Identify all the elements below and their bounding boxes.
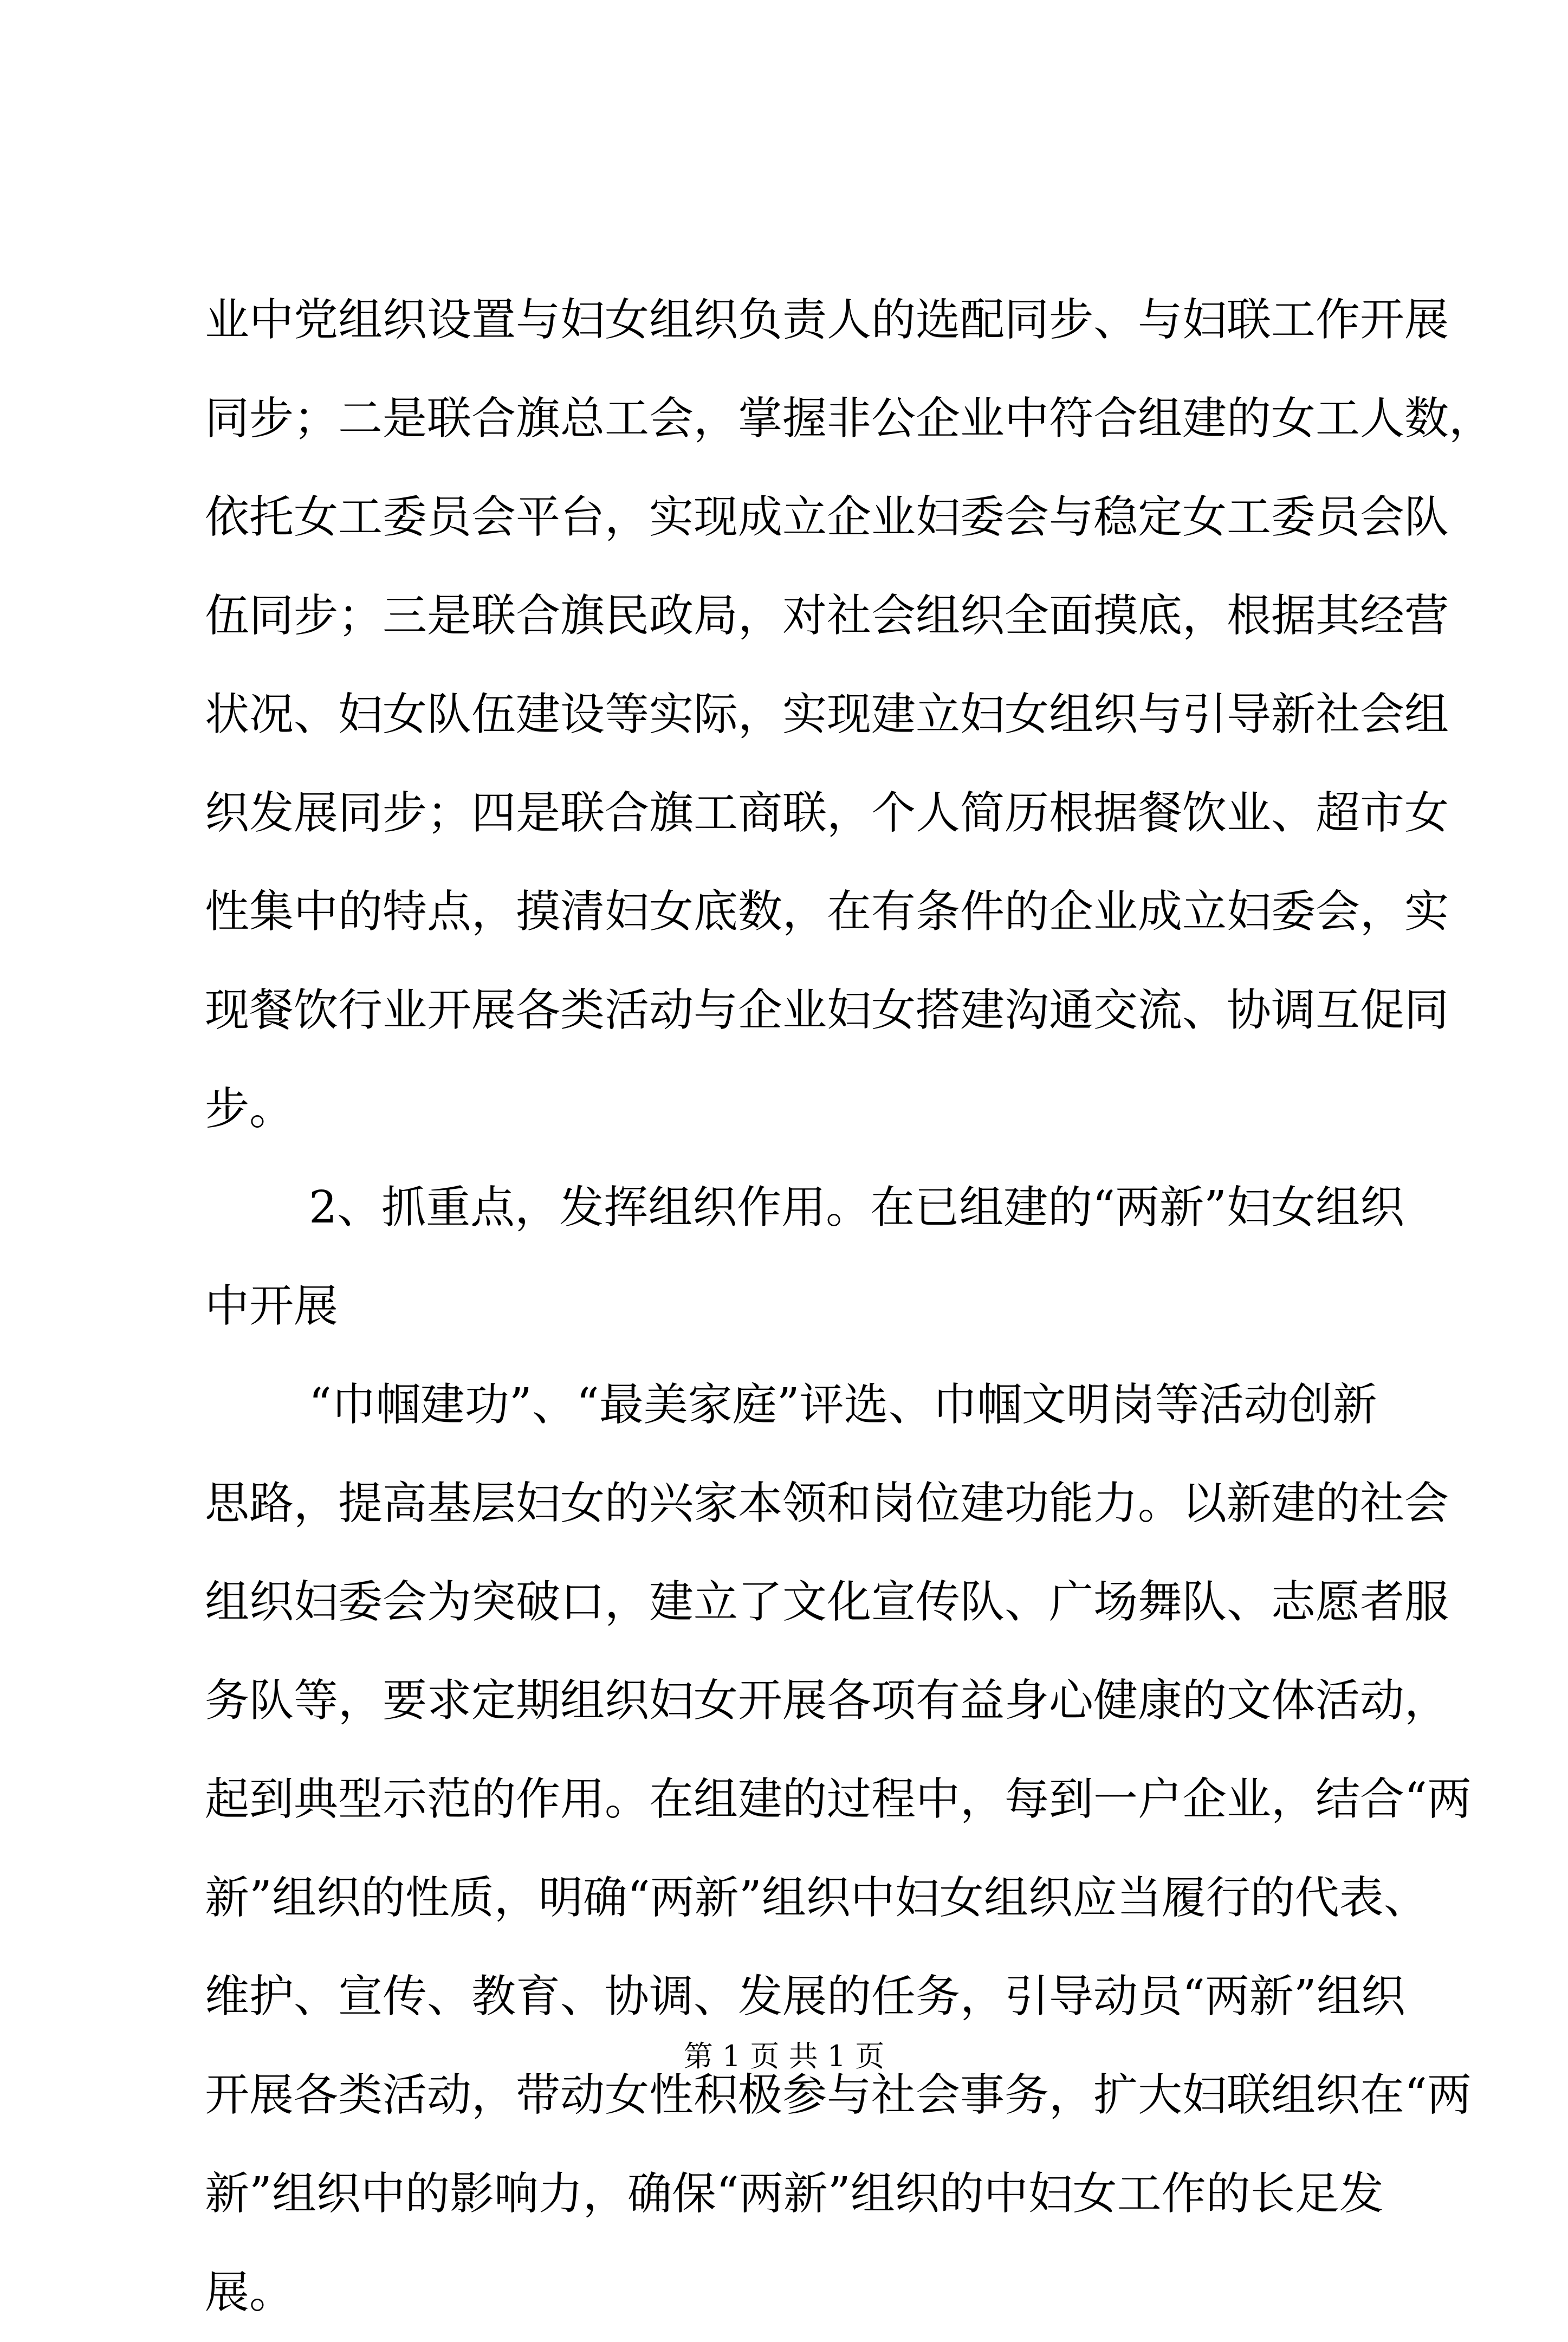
text-line: “巾帼建功”、“最美家庭”评选、巾帼文明岗等活动创新 bbox=[309, 1379, 1377, 1431]
text-line: 新”组织的性质，明确“两新”组织中妇女组织应当履行的代表、 bbox=[205, 1872, 1428, 1924]
text-line: 维护、宣传、教育、协调、发展的任务，引导动员“两新”组织 bbox=[205, 1971, 1405, 2022]
paragraph-3 bbox=[205, 1356, 1472, 2342]
text-line: 起到典型示范的作用。在组建的过程中，每到一户企业，结合“两 bbox=[205, 1774, 1472, 1825]
text-line: 思路，提高基层妇女的兴家本领和岗位建功能力。以新建的社会 bbox=[205, 1478, 1449, 1529]
text-line: 中开展 bbox=[205, 1280, 339, 1332]
text-line: 性集中的特点，摸清妇女底数，在有条件的企业成立妇委会，实 bbox=[205, 886, 1449, 937]
text-line: 业中党组织设置与妇女组织负责人的选配同步、与妇联工作开展 bbox=[205, 294, 1449, 346]
text-line: 开展各类活动，带动女性积极参与社会事务，扩大妇联组织在“两 bbox=[205, 2069, 1472, 2121]
text-line: 展。 bbox=[205, 2267, 294, 2318]
text-line: 状况、妇女队伍建设等实际，实现建立妇女组织与引导新社会组 bbox=[205, 689, 1449, 740]
text-line: 同步；二是联合旗总工会，掌握非公企业中符合组建的女工人数， bbox=[205, 393, 1494, 444]
paragraph-1 bbox=[205, 271, 1494, 1159]
document-body bbox=[205, 271, 1494, 2342]
text-line: 依托女工委员会平台，实现成立企业妇委会与稳定女工委员会队 bbox=[205, 491, 1449, 543]
text-line: 新”组织中的影响力，确保“两新”组织的中妇女工作的长足发 bbox=[205, 2168, 1384, 2220]
text-line: 步。 bbox=[205, 1083, 294, 1135]
text-line: 伍同步；三是联合旗民政局，对社会组织全面摸底，根据其经营 bbox=[205, 590, 1449, 642]
text-line: 组织妇委会为突破口，建立了文化宣传队、广场舞队、志愿者服 bbox=[205, 1576, 1449, 1628]
paragraph-2 bbox=[205, 1159, 1405, 1356]
text-line: 织发展同步；四是联合旗工商联，个人简历根据餐饮业、超市女 bbox=[205, 787, 1449, 839]
text-line: 2、抓重点，发挥组织作用。在已组建的“两新”妇女组织 bbox=[309, 1182, 1405, 1233]
text-line: 现餐饮行业开展各类活动与企业妇女搭建沟通交流、协调互促同 bbox=[205, 985, 1449, 1036]
text-line: 务队等，要求定期组织妇女开展各项有益身心健康的文体活动， bbox=[205, 1675, 1449, 1726]
page-number-footer: 第 1 页 共 1 页 bbox=[683, 2039, 885, 2073]
